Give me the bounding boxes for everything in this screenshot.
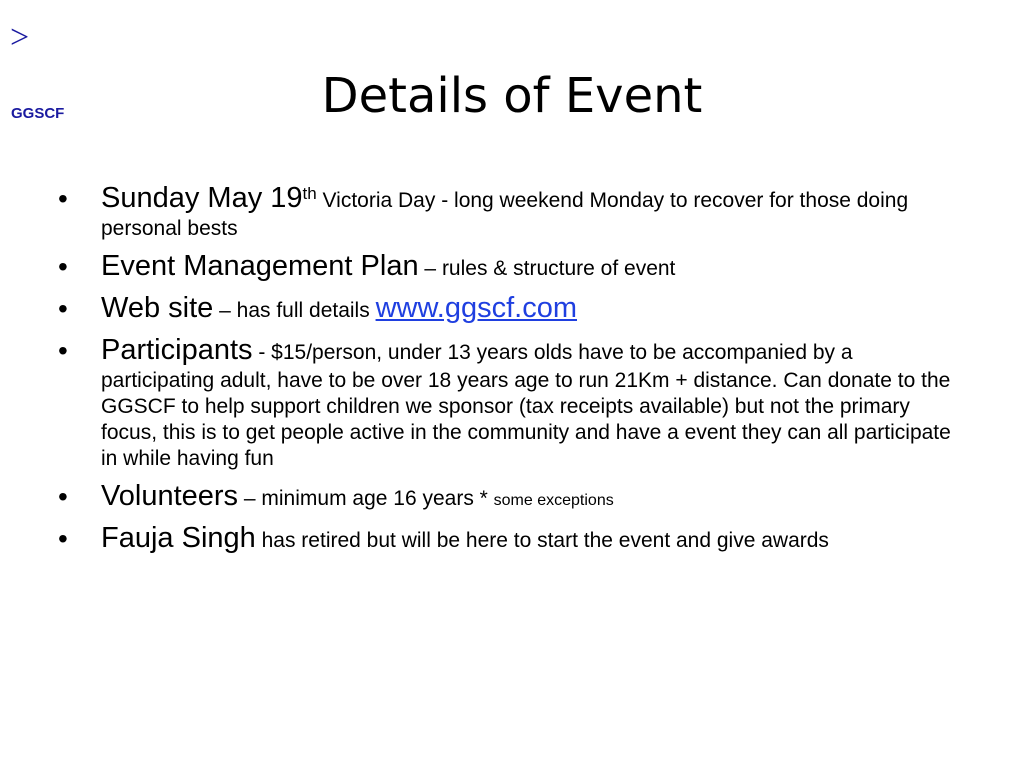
bullet-lead: Event Management Plan (101, 250, 419, 282)
bullet-lead: Fauja Singh (101, 522, 256, 554)
bullet-item-volunteers (58, 478, 968, 514)
bullet-lead: Web site (101, 292, 214, 324)
bullet-dot-icon: • (58, 523, 68, 554)
bullet-lead: Volunteers (101, 480, 239, 512)
nav-arrow-icon[interactable]: > (10, 19, 30, 56)
bullet-text: – minimum age 16 years * (238, 487, 494, 510)
slide-title: Details of Event (321, 68, 703, 124)
bullet-item-participants (58, 332, 968, 472)
bullet-dot-icon: • (58, 183, 68, 214)
brand-logo-text: GGSCF (11, 105, 65, 122)
bullet-text: – rules & structure of event (418, 257, 676, 280)
bullet-lead: Participants (101, 334, 253, 366)
bullet-item-fauja-singh (58, 520, 968, 556)
bullet-dot-icon: • (58, 335, 68, 366)
bullet-dot-icon: • (58, 293, 68, 324)
bullet-small-note: some exceptions (493, 492, 614, 509)
website-link[interactable]: www.ggscf.com (375, 292, 578, 324)
bullet-dot-icon: • (58, 481, 68, 512)
bullet-dot-icon: • (58, 251, 68, 282)
bullet-text: - $15/person, under 13 years olds have to be accompanied by a participating adult, have to be over 18 years age to run 21Km + distance. Can donate to the GGSCF to help support children we sponsor (tax receipts available) but not the primary focus, this is to get people active in the community and have a event they can all participate in while having fun (101, 341, 951, 470)
bullet-text: has retired but will be here to start the event and give awards (255, 529, 829, 552)
bullet-superscript: th (302, 184, 317, 203)
bullet-text: – has full details (213, 299, 376, 322)
bullet-item-date (58, 180, 968, 242)
bullet-item-website (58, 290, 968, 326)
bullet-item-plan (58, 248, 968, 284)
bullet-list (58, 180, 968, 562)
bullet-text: Victoria Day - long weekend Monday to recover for those doing personal bests (101, 189, 909, 240)
bullet-lead: Sunday May 19 (101, 182, 303, 214)
